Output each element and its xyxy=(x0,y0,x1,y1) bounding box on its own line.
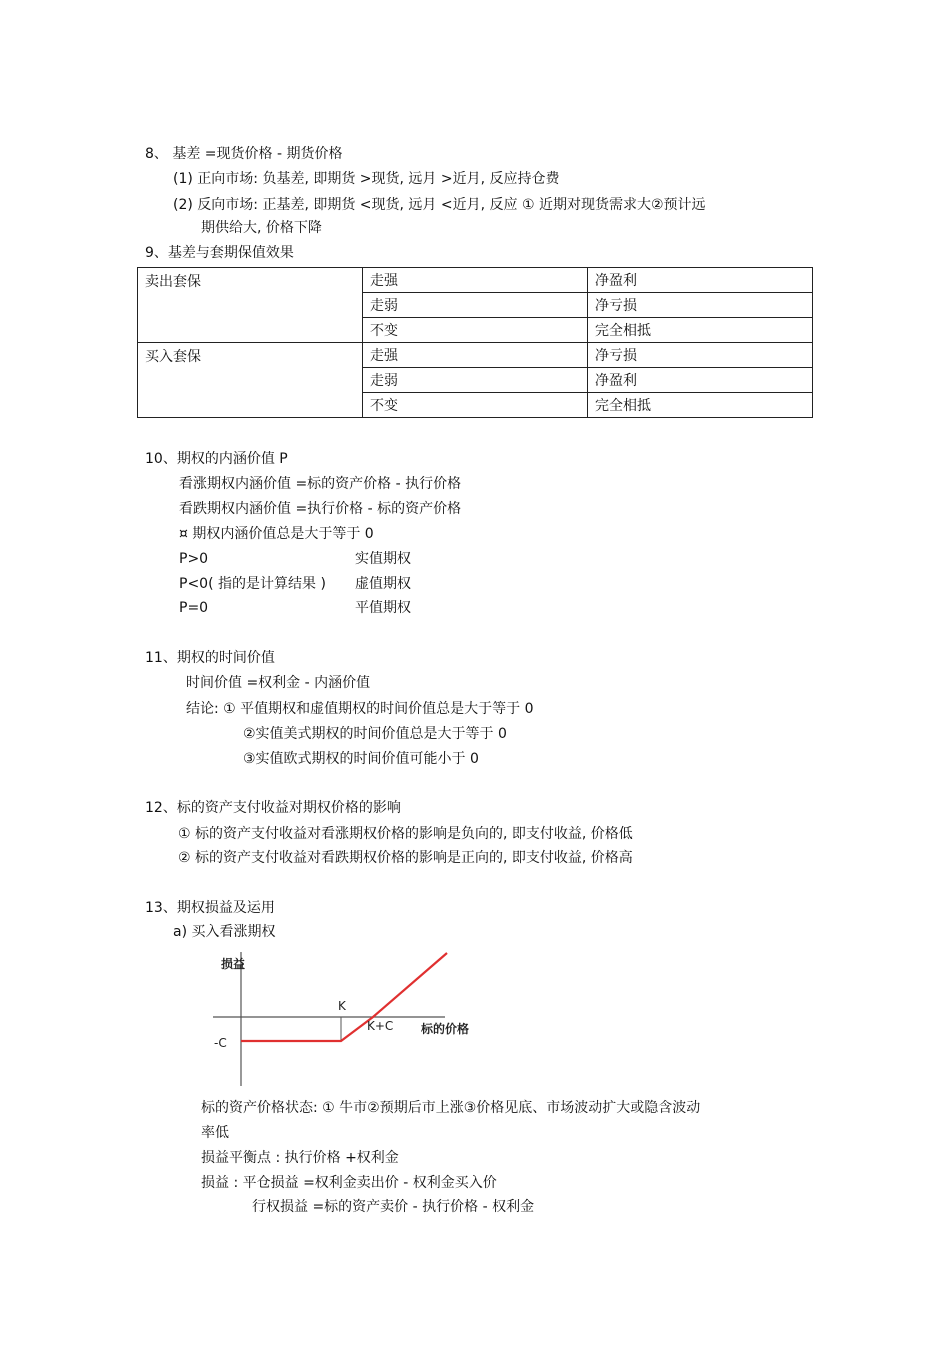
put-intrinsic-formula: 看跌期权内涵价值 =执行价格 - 标的资产价格 xyxy=(179,501,462,517)
conclusion-2: ②实值美式期权的时间价值总是大于等于 0 xyxy=(243,726,507,742)
table-cell-result: 净亏损 xyxy=(588,293,813,318)
section-8-item-2b: 期供给大, 价格下降 xyxy=(201,220,322,236)
y-axis-label: 损益 xyxy=(221,957,246,971)
breakeven-point: 损益平衡点 : 执行价格 +权利金 xyxy=(201,1150,399,1166)
hedge-effect-table xyxy=(137,267,813,418)
table-cell-trend: 走弱 xyxy=(363,293,588,318)
table-cell-result: 完全相抵 xyxy=(588,318,813,343)
label-in-the-money: 实值期权 xyxy=(355,551,411,567)
condition-p-negative: P<0( 指的是计算结果 ) xyxy=(179,576,326,592)
conclusion-1: 结论: ① 平值期权和虚值期权的时间价值总是大于等于 0 xyxy=(186,701,534,717)
table-cell-trend: 不变 xyxy=(363,318,588,343)
condition-p-zero: P=0 xyxy=(179,600,209,616)
section-13-title: 13、期权损益及运用 xyxy=(145,900,275,916)
table-cell-result: 净盈利 xyxy=(588,268,813,293)
table-cell-result: 净亏损 xyxy=(588,343,813,368)
table-row xyxy=(138,343,813,368)
table-cell-trend: 不变 xyxy=(363,393,588,418)
x-axis-label: 标的价格 xyxy=(421,1022,470,1036)
label-at-the-money: 平值期权 xyxy=(355,600,411,616)
table-cell-result: 净盈利 xyxy=(588,368,813,393)
conclusion-3: ③实值欧式期权的时间价值可能小于 0 xyxy=(243,751,479,767)
label-out-of-the-money: 虚值期权 xyxy=(355,576,411,592)
profit-loss-close: 损益 : 平仓损益 =权利金卖出价 - 权利金买入价 xyxy=(201,1175,497,1191)
call-intrinsic-formula: 看涨期权内涵价值 =标的资产价格 - 执行价格 xyxy=(179,476,462,492)
section-12-point-1: ① 标的资产支付收益对看涨期权价格的影响是负向的, 即支付收益, 价格低 xyxy=(178,826,633,842)
section-8-item-2a: (2) 反向市场: 正基差, 即期货 <现货, 远月 <近月, 反应 ① 近期对现货需求大②预计远 xyxy=(173,197,706,213)
section-11-title: 11、期权的时间价值 xyxy=(145,650,275,666)
section-10-title: 10、期权的内涵价值 P xyxy=(145,451,288,467)
table-cell-group: 卖出套保 xyxy=(138,268,363,343)
strike-label: K xyxy=(338,999,346,1013)
premium-label: -C xyxy=(214,1036,227,1050)
section-9-title: 9、基差与套期保值效果 xyxy=(145,245,294,261)
section-12-title: 12、标的资产支付收益对期权价格的影响 xyxy=(145,800,401,816)
table-row xyxy=(138,268,813,293)
section-8-item-1: (1) 正向市场: 负基差, 即期货 >现货, 远月 >近月, 反应持仓费 xyxy=(173,171,560,187)
time-value-formula: 时间价值 =权利金 - 内涵价值 xyxy=(186,675,371,691)
table-cell-result: 完全相抵 xyxy=(588,393,813,418)
table-cell-group: 买入套保 xyxy=(138,343,363,418)
section-8-title: 8、 基差 =现货价格 - 期货价格 xyxy=(145,146,343,162)
table-cell-trend: 走强 xyxy=(363,268,588,293)
price-state-line-1: 标的资产价格状态: ① 牛市②预期后市上涨③价格见底、市场波动扩大或隐含波动 xyxy=(201,1100,701,1116)
condition-p-positive: P>0 xyxy=(179,551,209,567)
payoff-line xyxy=(241,953,447,1041)
table-cell-trend: 走弱 xyxy=(363,368,588,393)
profit-loss-exercise: 行权损益 =标的资产卖价 - 执行价格 - 权利金 xyxy=(252,1199,535,1215)
breakeven-label: K+C xyxy=(367,1019,394,1033)
price-state-line-2: 率低 xyxy=(201,1125,229,1141)
table-cell-trend: 走强 xyxy=(363,343,588,368)
section-13-sub-a: a) 买入看涨期权 xyxy=(173,924,276,940)
long-call-payoff-chart xyxy=(205,950,485,1090)
intrinsic-note: ¤ 期权内涵价值总是大于等于 0 xyxy=(179,526,374,542)
section-12-point-2: ② 标的资产支付收益对看跌期权价格的影响是正向的, 即支付收益, 价格高 xyxy=(178,850,633,866)
